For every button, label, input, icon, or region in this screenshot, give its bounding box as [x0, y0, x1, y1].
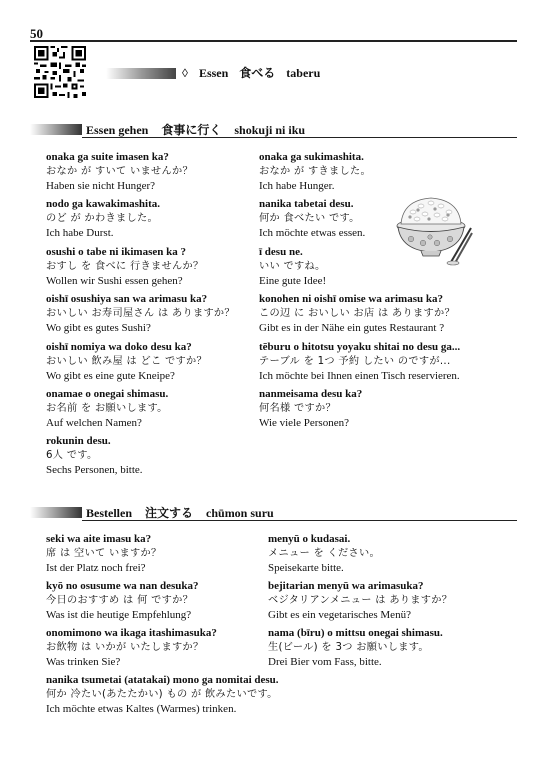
header-rule	[30, 40, 517, 42]
phrase-japanese: おいしい 飲み屋 は どこ ですか？	[46, 355, 207, 367]
phrase-entry	[46, 532, 162, 576]
phrase-romaji: onamae o onegai shimasu.	[46, 388, 169, 400]
section-title-romaji: chūmon suru	[206, 506, 274, 520]
phrase-romaji: ī desu ne.	[259, 246, 303, 258]
phrase-german: Ich möchte bei Ihnen einen Tisch reservieren.	[259, 370, 460, 382]
phrase-romaji: tēburu o hitotsu yoyaku shitai no desu ga...	[259, 341, 461, 353]
section-title-de: Essen gehen	[86, 123, 149, 137]
phrase-german: Ich möchte etwas essen.	[259, 227, 366, 239]
phrase-japanese: お飲物 は いかが いたしますか？	[46, 641, 204, 653]
phrase-japanese: 席 は 空いて いますか？	[46, 547, 162, 559]
section-header-essen-gehen	[30, 121, 517, 137]
phrase-romaji: kyō no osusume wa nan desuka?	[46, 580, 199, 592]
phrase-romaji: osushi o tabe ni ikimasen ka ?	[46, 246, 186, 258]
phrase-japanese: おすし を 食べに 行きませんか？	[46, 260, 204, 272]
phrase-german: Wollen wir Sushi essen gehen?	[46, 275, 183, 287]
phrase-german: Ich habe Hunger.	[259, 180, 335, 192]
phrase-german: Was ist die heutige Empfehlung?	[46, 609, 192, 621]
phrase-german: Gibt es ein vegetarisches Menü?	[268, 609, 411, 621]
phrase-entry	[259, 292, 455, 336]
title-de: Essen	[198, 66, 229, 80]
phrase-entry	[46, 387, 168, 431]
phrase-japanese: のど が かわきました。	[46, 212, 158, 224]
phrase-romaji: nanmeisama desu ka?	[259, 388, 363, 400]
phrase-german: Gibt es in der Nähe ein gutes Restaurant ?	[259, 322, 445, 334]
phrase-german: Ich habe Durst.	[46, 227, 114, 239]
page-number: 50	[30, 26, 43, 41]
title-jp: 食べる	[239, 66, 276, 80]
phrase-romaji: konohen ni oishī omise wa arimasu ka?	[259, 293, 443, 305]
phrase-japanese: おなか が すいて いませんか？	[46, 165, 193, 177]
phrase-romaji: nodo ga kawakimashita.	[46, 198, 161, 210]
phrase-entry	[46, 340, 207, 384]
phrase-german: Auf welchen Namen?	[46, 417, 142, 429]
phrase-romaji: bejitarian menyū wa arimasuka?	[268, 580, 424, 592]
section-gradient-bar	[30, 124, 82, 135]
phrase-german: Ich möchte etwas Kaltes (Warmes) trinken.	[46, 703, 237, 715]
phrase-german: Wo gibt es eine gute Kneipe?	[46, 370, 175, 382]
phrase-romaji: onaka ga suite imasen ka?	[46, 151, 169, 163]
phrase-japanese: お名前 を お願いします。	[46, 402, 168, 414]
phrase-entry	[46, 245, 203, 289]
phrase-romaji: oishī nomiya wa doko desu ka?	[46, 341, 192, 353]
phrase-japanese: 生(ビール) を 3つ お願いします。	[268, 641, 429, 653]
section-title-jp: 食事に行く	[161, 123, 222, 137]
phrase-entry	[259, 245, 326, 289]
phrase-japanese: メニュー を ください。	[268, 547, 380, 559]
phrase-entry	[268, 579, 452, 623]
phrase-japanese: おいしい お寿司屋さん は ありますか？	[46, 307, 235, 319]
phrase-entry	[46, 292, 235, 336]
phrase-german: Wo gibt es gutes Sushi?	[46, 322, 151, 334]
phrase-german: Wie viele Personen?	[259, 417, 349, 429]
phrase-romaji: onomimono wa ikaga itashimasuka?	[46, 627, 217, 639]
title-symbol: ◊	[182, 66, 188, 80]
qr-code-icon	[34, 46, 86, 98]
phrase-german: Ist der Platz noch frei?	[46, 562, 146, 574]
page-title	[182, 64, 320, 81]
phrase-entry	[46, 197, 160, 241]
phrase-entry	[259, 150, 371, 194]
phrase-german: Eine gute Idee!	[259, 275, 327, 287]
phrase-entry	[46, 673, 279, 717]
phrase-german: Was trinken Sie?	[46, 656, 121, 668]
phrase-romaji: onaka ga sukimashita.	[259, 151, 364, 163]
phrase-japanese: 何か 食べたい です。	[259, 212, 360, 224]
phrase-entry	[46, 150, 193, 194]
phrase-entry	[46, 579, 199, 623]
phrase-entry	[259, 340, 460, 384]
phrase-entry	[259, 197, 365, 241]
phrase-german: Speisekarte bitte.	[268, 562, 344, 574]
phrase-romaji: nanika tabetai desu.	[259, 198, 354, 210]
phrase-entry	[268, 532, 380, 576]
phrase-entry	[46, 434, 143, 478]
section-title-romaji: shokuji ni iku	[234, 123, 306, 137]
phrase-romaji: oishī osushiya san wa arimasu ka?	[46, 293, 208, 305]
phrase-romaji: rokunin desu.	[46, 435, 111, 447]
phrase-japanese: いい ですね。	[259, 260, 326, 272]
title-romaji: taberu	[286, 66, 321, 80]
phrase-entry	[268, 626, 443, 670]
section-title	[86, 504, 274, 521]
phrase-japanese: 何か 冷たい(あたたかい) もの が 飲みたいです。	[46, 688, 278, 700]
phrase-japanese: 6人 です。	[46, 449, 98, 461]
section-header-bestellen	[30, 504, 517, 520]
phrase-japanese: おなか が すきました。	[259, 165, 371, 177]
section-title-jp: 注文する	[145, 506, 194, 520]
title-gradient-bar	[106, 68, 176, 79]
phrase-german: Haben sie nicht Hunger?	[46, 180, 156, 192]
rice-bowl-icon	[393, 184, 473, 266]
phrase-japanese: ベジタリアンメニュー は ありますか？	[268, 594, 453, 606]
phrase-entry	[46, 626, 217, 670]
section-title-de: Bestellen	[86, 506, 132, 520]
phrase-entry	[259, 387, 362, 431]
phrase-romaji: menyū o kudasai.	[268, 533, 351, 545]
phrase-japanese: 今日のおすすめ は 何 ですか？	[46, 594, 194, 606]
phrase-japanese: 何名様 ですか？	[259, 402, 336, 414]
phrase-german: Drei Bier vom Fass, bitte.	[268, 656, 382, 668]
phrase-romaji: seki wa aite imasu ka?	[46, 533, 152, 545]
section-title	[86, 121, 305, 138]
section-gradient-bar	[30, 507, 82, 518]
phrase-japanese: テーブル を 1つ 予約 したい のですが...	[259, 355, 451, 367]
phrase-romaji: nanika tsumetai (atatakai) mono ga nomitai desu.	[46, 674, 279, 686]
phrase-romaji: nama (bīru) o mittsu onegai shimasu.	[268, 627, 443, 639]
phrase-japanese: この辺 に おいしい お店 は ありますか？	[259, 307, 455, 319]
phrase-german: Sechs Personen, bitte.	[46, 464, 143, 476]
